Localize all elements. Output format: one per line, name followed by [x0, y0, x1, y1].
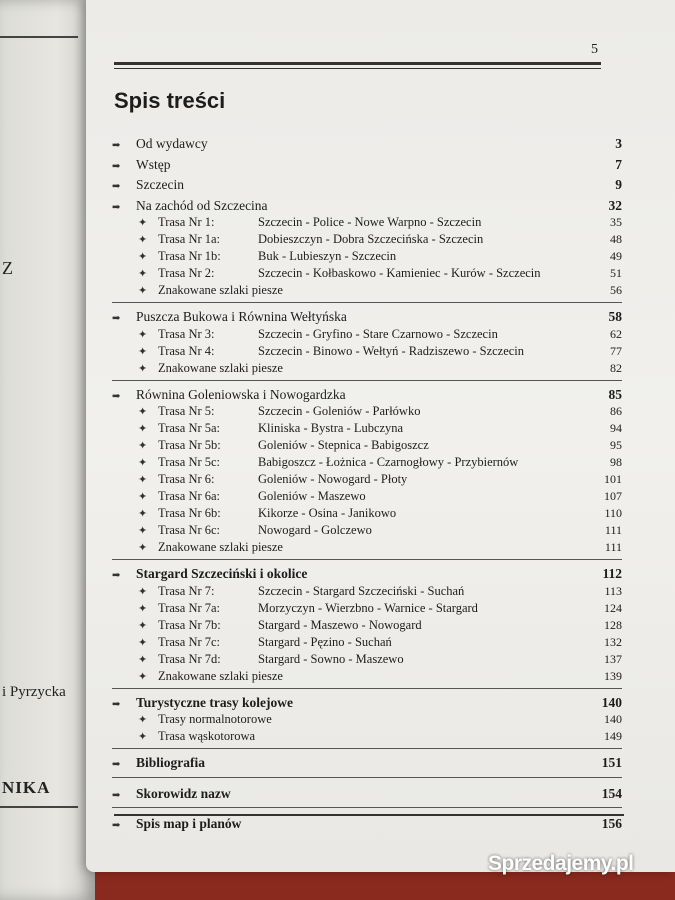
- toc-section: [112, 177, 622, 197]
- toc-entry: [112, 309, 622, 327]
- route-description: Szczecin - Kołbaskowo - Kamieniec - Kurów - Szczecin: [258, 266, 541, 280]
- toc-entry: [112, 198, 622, 216]
- toc-subentry: [112, 438, 622, 455]
- toc-entry: [112, 755, 622, 773]
- toc-section: [112, 309, 622, 381]
- toc-entry: [112, 177, 622, 195]
- toc-subentry-page: 139: [604, 668, 622, 683]
- left-page-caption: i Pyrzycka: [2, 684, 66, 700]
- toc-subentry-page: 132: [604, 634, 622, 649]
- route-description: Szczecin - Stargard Szczeciński - Suchań: [258, 583, 465, 598]
- toc-subentry: [112, 618, 622, 635]
- toc-entry-page: 32: [608, 197, 622, 213]
- four-point-star-icon: ✦: [138, 440, 148, 452]
- arrow-icon: ➡: [112, 181, 121, 192]
- toc-entry-label: Spis map i planów: [136, 816, 242, 831]
- toc-subentry: [112, 712, 622, 729]
- toc-subentry-page: 140: [604, 712, 622, 726]
- four-point-star-icon: ✦: [138, 636, 148, 649]
- route-description: Goleniów - Stepnica - Babigoszcz: [258, 438, 429, 452]
- toc-subentry-page: 101: [604, 472, 622, 486]
- route-description: Kikorze - Osina - Janikowo: [258, 506, 397, 520]
- arrow-icon: ➡: [112, 313, 121, 324]
- four-point-star-icon: ✦: [138, 619, 148, 632]
- toc-section: [112, 755, 622, 778]
- route-number: Trasa Nr 7:: [158, 583, 215, 598]
- arrow-icon: ➡: [112, 201, 121, 213]
- toc-entry-page: 151: [601, 755, 622, 770]
- toc-subentry: [112, 327, 622, 344]
- four-point-star-icon: ✦: [138, 251, 148, 263]
- route-number: Trasy normalnotorowe: [158, 712, 272, 726]
- toc-subentry: [112, 584, 622, 601]
- route-number: Trasa Nr 5:: [158, 404, 215, 418]
- route-description: Goleniów - Nowogard - Płoty: [258, 472, 408, 486]
- left-page-rule: [0, 806, 78, 808]
- toc-entry-label: Równina Goleniowska i Nowogardzka: [136, 386, 346, 402]
- toc-entry: [112, 387, 622, 405]
- page-number: 5: [591, 42, 598, 57]
- toc-subentry-page: 51: [610, 266, 622, 280]
- toc-subentry: [112, 215, 622, 232]
- four-point-star-icon: ✦: [138, 285, 148, 297]
- toc-subentry-page: 56: [610, 283, 622, 297]
- toc-section: [112, 136, 622, 156]
- toc-entry-label: Stargard Szczeciński i okolice: [136, 566, 308, 581]
- arrow-icon: ➡: [112, 390, 121, 402]
- toc-entry: [112, 566, 622, 584]
- toc-section: [112, 157, 622, 177]
- four-point-star-icon: ✦: [138, 602, 148, 615]
- route-description: Morzyczyn - Wierzbno - Warnice - Stargard: [258, 600, 478, 615]
- page-title: Spis treści: [114, 88, 226, 113]
- arrow-icon: ➡: [112, 759, 121, 770]
- toc-entry-label: Skorowidz nazw: [136, 785, 231, 801]
- route-description: Nowogard - Golczewo: [258, 523, 372, 537]
- toc-subentry: [112, 669, 622, 686]
- arrow-icon: ➡: [112, 570, 121, 581]
- toc-subentry: [112, 249, 622, 266]
- arrow-icon: ➡: [112, 160, 121, 172]
- toc-subentry: [112, 232, 622, 249]
- toc-subentry-page: 107: [604, 489, 622, 503]
- route-number: Trasa Nr 6:: [158, 472, 215, 486]
- four-point-star-icon: ✦: [138, 731, 148, 743]
- toc-subentry: [112, 729, 622, 746]
- toc-subentry-page: 77: [610, 343, 622, 358]
- toc-subentry-page: 137: [604, 651, 622, 666]
- route-number: Trasa Nr 7c:: [158, 634, 221, 649]
- route-number: Trasa Nr 4:: [158, 343, 215, 358]
- route-description: Stargard - Pęzino - Suchań: [258, 634, 392, 649]
- toc-entry: [112, 816, 622, 834]
- toc-entry: [112, 786, 622, 804]
- toc-subentry-page: 111: [604, 523, 622, 537]
- route-number: Znakowane szlaki piesze: [158, 360, 283, 375]
- toc-subentry-page: 149: [604, 729, 622, 743]
- toc-section: [112, 198, 622, 304]
- toc-entry-page: 7: [615, 156, 622, 172]
- four-point-star-icon: ✦: [138, 423, 148, 435]
- toc-entry-label: Puszcza Bukowa i Równina Wełtyńska: [136, 309, 347, 324]
- four-point-star-icon: ✦: [138, 714, 148, 726]
- toc-subentry-page: 110: [604, 506, 622, 520]
- route-description: Stargard - Sowno - Maszewo: [258, 651, 404, 666]
- route-number: Trasa Nr 6b:: [158, 506, 221, 520]
- toc-subentry: [112, 652, 622, 669]
- toc-subentry-page: 128: [604, 617, 622, 632]
- toc-subentry: [112, 635, 622, 652]
- left-page-map-label: Z: [2, 258, 13, 278]
- four-point-star-icon: ✦: [138, 234, 148, 246]
- toc-entry-page: 140: [601, 694, 622, 710]
- toc-section: [112, 816, 622, 838]
- four-point-star-icon: ✦: [138, 406, 148, 418]
- toc-subentry: [112, 421, 622, 438]
- header-rule-thin: [114, 68, 601, 69]
- four-point-star-icon: ✦: [138, 491, 148, 503]
- four-point-star-icon: ✦: [138, 268, 148, 280]
- route-number: Trasa Nr 7a:: [158, 600, 221, 615]
- route-number: Trasa wąskotorowa: [158, 729, 256, 743]
- four-point-star-icon: ✦: [138, 457, 148, 469]
- toc-section: [112, 566, 622, 689]
- route-number: Trasa Nr 1a:: [158, 232, 221, 246]
- left-page-heading-fragment: NIKA: [2, 778, 51, 797]
- toc-subentry: [112, 506, 622, 523]
- footer-rule: [114, 814, 624, 816]
- four-point-star-icon: ✦: [138, 653, 148, 666]
- route-number: Trasa Nr 3:: [158, 326, 215, 341]
- toc-entry-page: 154: [601, 785, 622, 801]
- route-description: Szczecin - Goleniów - Parłówko: [258, 404, 421, 418]
- route-description: Szczecin - Police - Nowe Warpno - Szczecin: [258, 215, 482, 229]
- toc-entry-page: 58: [608, 309, 622, 324]
- route-number: Trasa Nr 6a:: [158, 489, 221, 503]
- toc-section: [112, 786, 622, 809]
- toc-subentry-page: 82: [610, 360, 622, 375]
- table-of-contents: [112, 136, 622, 846]
- toc-subentry-page: 48: [610, 232, 622, 246]
- toc-subentry: [112, 455, 622, 472]
- toc-entry: [112, 136, 622, 154]
- arrow-icon: ➡: [112, 140, 121, 151]
- toc-subentry: [112, 489, 622, 506]
- toc-subentry: [112, 361, 622, 378]
- route-description: Stargard - Maszewo - Nowogard: [258, 617, 422, 632]
- route-number: Trasa Nr 5c:: [158, 455, 221, 469]
- route-number: Znakowane szlaki piesze: [158, 668, 283, 683]
- page: [86, 0, 675, 872]
- route-number: Trasa Nr 6c:: [158, 523, 221, 537]
- four-point-star-icon: ✦: [138, 542, 148, 554]
- toc-section: [112, 387, 622, 561]
- toc-entry-label: Bibliografia: [136, 755, 206, 770]
- toc-entry: [112, 695, 622, 713]
- route-number: Znakowane szlaki piesze: [158, 283, 283, 297]
- toc-entry-label: Szczecin: [136, 177, 184, 192]
- four-point-star-icon: ✦: [138, 670, 148, 683]
- four-point-star-icon: ✦: [138, 585, 148, 598]
- left-page: [0, 0, 95, 900]
- route-number: Znakowane szlaki piesze: [158, 540, 283, 554]
- toc-entry-page: 112: [602, 566, 622, 581]
- route-description: Kliniska - Bystra - Lubczyna: [258, 421, 404, 435]
- toc-subentry-page: 86: [610, 404, 622, 418]
- left-page-rule: [0, 36, 78, 38]
- toc-subentry: [112, 540, 622, 557]
- toc-subentry-page: 49: [610, 249, 622, 263]
- toc-subentry: [112, 404, 622, 421]
- route-description: Szczecin - Gryfino - Stare Czarnowo - Szczecin: [258, 326, 498, 341]
- toc-subentry-page: 94: [610, 421, 622, 435]
- toc-entry-label: Turystyczne trasy kolejowe: [136, 694, 293, 710]
- toc-subentry: [112, 523, 622, 540]
- route-number: Trasa Nr 7d:: [158, 651, 221, 666]
- four-point-star-icon: ✦: [138, 508, 148, 520]
- watermark-logo: Sprzedajemy.pl: [488, 852, 634, 875]
- toc-entry: [112, 157, 622, 175]
- toc-subentry-page: 98: [610, 455, 622, 469]
- toc-subentry-page: 113: [604, 583, 622, 598]
- toc-subentry: [112, 344, 622, 361]
- route-number: Trasa Nr 5b:: [158, 438, 221, 452]
- toc-entry-page: 156: [601, 816, 622, 831]
- toc-entry-page: 9: [615, 177, 622, 192]
- arrow-icon: ➡: [112, 820, 121, 831]
- route-number: Trasa Nr 1b:: [158, 249, 221, 263]
- four-point-star-icon: ✦: [138, 525, 148, 537]
- toc-subentry-page: 35: [610, 215, 622, 229]
- toc-entry-label: Na zachód od Szczecina: [136, 197, 268, 213]
- route-description: Szczecin - Binowo - Wełtyń - Radziszewo - Szczecin: [258, 343, 525, 358]
- four-point-star-icon: ✦: [138, 474, 148, 486]
- toc-entry-label: Wstęp: [136, 156, 171, 172]
- toc-subentry: [112, 472, 622, 489]
- route-number: Trasa Nr 7b:: [158, 617, 221, 632]
- toc-section: [112, 695, 622, 750]
- route-number: Trasa Nr 2:: [158, 266, 215, 280]
- route-description: Dobieszczyn - Dobra Szczecińska - Szczecin: [258, 232, 484, 246]
- toc-subentry: [112, 601, 622, 618]
- four-point-star-icon: ✦: [138, 328, 148, 341]
- four-point-star-icon: ✦: [138, 217, 148, 229]
- toc-entry-page: 3: [615, 136, 622, 151]
- toc-subentry: [112, 266, 622, 283]
- route-description: Goleniów - Maszewo: [258, 489, 366, 503]
- arrow-icon: ➡: [112, 789, 121, 801]
- toc-subentry-page: 111: [604, 540, 622, 554]
- arrow-icon: ➡: [112, 698, 121, 710]
- four-point-star-icon: ✦: [138, 345, 148, 358]
- toc-subentry-page: 95: [610, 438, 622, 452]
- toc-subentry: [112, 283, 622, 300]
- toc-subentry-page: 62: [610, 326, 622, 341]
- route-number: Trasa Nr 1:: [158, 215, 215, 229]
- toc-entry-label: Od wydawcy: [136, 136, 208, 151]
- route-description: Babigoszcz - Łożnica - Czarnogłowy - Przybiernów: [258, 455, 519, 469]
- route-description: Buk - Lubieszyn - Szczecin: [258, 249, 397, 263]
- route-number: Trasa Nr 5a:: [158, 421, 221, 435]
- toc-subentry-page: 124: [604, 600, 622, 615]
- header-rule-thick: [114, 62, 601, 65]
- four-point-star-icon: ✦: [138, 362, 148, 375]
- toc-entry-page: 85: [608, 386, 622, 402]
